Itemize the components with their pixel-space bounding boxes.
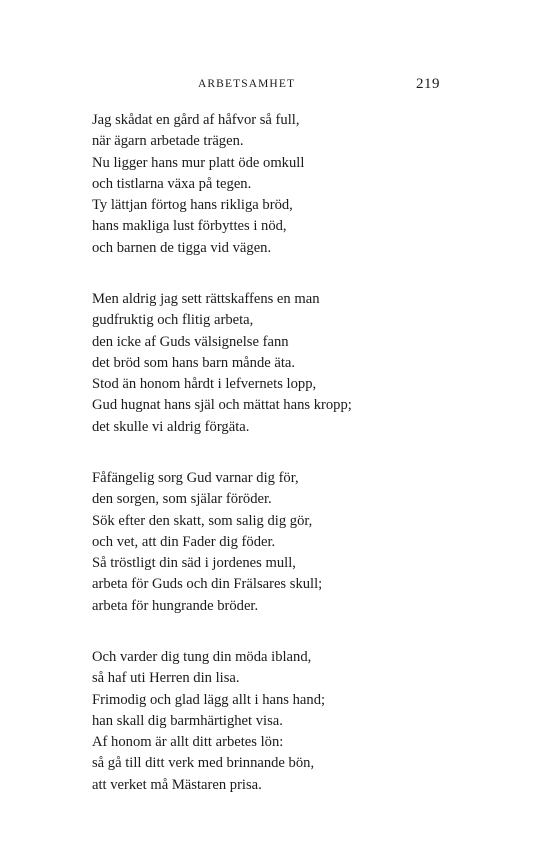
stanza-1: [92, 110, 472, 259]
stanza-2: [92, 289, 472, 438]
verse-line: och barnen de tigga vid vägen.: [92, 239, 272, 256]
verse-line: den icke af Guds välsignelse fann: [92, 333, 289, 350]
verse-line: Men aldrig jag sett rättskaffens en man: [92, 291, 320, 307]
verse-line: Nu ligger hans mur platt öde omkull: [92, 154, 305, 171]
verse-line: Fåfängelig sorg Gud varnar dig för,: [92, 470, 299, 486]
verse-line: det bröd som hans barn månde äta.: [92, 354, 296, 371]
verse-line: Så tröstligt din säd i jordenes mull,: [92, 555, 296, 572]
verse-line: när ägarn arbetade trägen.: [92, 133, 244, 150]
verse-line: det skulle vi aldrig förgäta.: [92, 418, 250, 435]
verse-line: så gå till ditt verk med brinnande bön,: [92, 755, 315, 772]
stanza-3: [92, 468, 472, 617]
verse-line: han skall dig barmhärtighet visa.: [92, 712, 283, 729]
verse-line: Ty lättjan förtog hans rikliga bröd,: [92, 197, 293, 214]
verse-line: arbeta för hungrande bröder.: [92, 597, 259, 614]
verse-line: så haf uti Herren din lisa.: [92, 670, 240, 687]
verse-line: gudfruktig och flitig arbeta,: [92, 312, 254, 329]
verse-line: att verket må Mästaren prisa.: [92, 776, 262, 793]
verse-line: Sök efter den skatt, som salig dig gör,: [92, 512, 313, 529]
verse-line: hans makliga lust förbyttes i nöd,: [92, 218, 287, 235]
verse-line: Af honom är allt ditt arbetes lön:: [92, 734, 284, 751]
verse-line: Och varder dig tung din möda ibland,: [92, 649, 312, 665]
verse-line: Jag skådat en gård af håfvor så full,: [92, 112, 300, 128]
verse-line: den sorgen, som själar föröder.: [92, 491, 272, 508]
verse-line: Stod än honom hårdt i lefvernets lopp,: [92, 376, 317, 393]
page-number: 219: [416, 76, 440, 92]
verse-line: Frimodig och glad lägg allt i hans hand;: [92, 691, 326, 708]
verse-line: Gud hugnat hans själ och mättat hans kropp;: [92, 397, 352, 414]
verse-line: och tistlarna växa på tegen.: [92, 175, 252, 192]
verse-line: arbeta för Guds och din Frälsares skull;: [92, 576, 323, 593]
stanza-4: [92, 647, 472, 796]
page-header: [92, 78, 440, 98]
verse-line: och vet, att din Fader dig föder.: [92, 533, 276, 550]
running-title: ARBETSAMHET: [198, 78, 296, 90]
